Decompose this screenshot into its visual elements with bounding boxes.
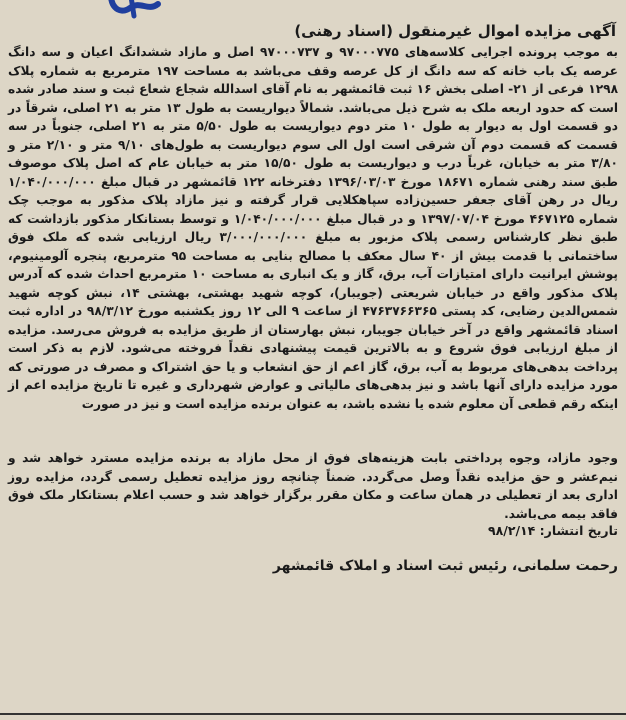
- bottom-rule: [0, 713, 626, 715]
- notice-title: آگهی مزایده اموال غیرمنقول (اسناد رهنی): [294, 22, 616, 40]
- signature-line: رحمت سلمانی، رئیس ثبت اسناد و املاک قائمشهر: [272, 558, 618, 574]
- notice-second-paragraph: وجود مازاد، وجوه پرداختی بابت هزینه‌های فوق از محل مازاد به برنده مزایده مسترد خواهد شد و نیم‌عشر و حق مزایده نقداً وصل می‌گردد. ضمناً چنانچه روز مزایده تعطیل رسمی گردد، مزایده روز اداری بعد از تعطیلی در همان ساعت و مکان مقرر برگزار خواهد شد و حسب اعلام بستانکار ملک فوق فاقد بیمه می‌باشد.: [8, 451, 618, 521]
- publish-date: تاریخ انتشار: ۹۸/۲/۱۴: [488, 523, 618, 538]
- auction-notice: [8, 22, 618, 574]
- notice-main-paragraph: به موجب پرونده اجرایی کلاسه‌های ۹۷۰۰۰۷۷۵ و ۹۷۰۰۰۷۳۷ اصل و مازاد ششدانگ اعیان و سه دانگ عرصه یک باب خانه که سه دانگ از کل عرصه وقف می‌باشد به مساحت ۱۹۷ مترمربع به شماره پلاک ۱۲۹۸ فرعی از ۲۱- اصلی بخش ۱۶ ثبت قائمشهر به نام آقای اسدالله شجاع شعاع ثبت و سند صادر شده است که حدود اربعه ملک به شرح ذیل می‌باشد. شمالاً دیواریست به طول ۱۳ متر به ۲۱ اصلی، شرقاً در دو قسمت اول به دیوار به طول ۱۰ متر دوم دیواریست به طول ۵/۵۰ متر به ۲۱ اصلی، جنوباً در سه قسمت که قسمت دوم آن شرقی است اول الی سوم دیواریست به طول‌های ۹/۱۰ متر و ۲/۱۰ متر و ۳/۸۰ متر به خیابان، غرباً درب و دیواریست به طول ۱۵/۵۰ متر به خیابان عام که اصل پلاک موصوف طبق سند رهنی شماره ۱۸۶۷۱ مورخ ۱۳۹۶/۰۳/۰۳ دفترخانه ۱۲۲ قائمشهر در قبال مبلغ ۱/۰۴۰/۰۰۰/۰۰۰ ریال در رهن آقای جعفر حسین‌زاده سپاهکلایی قرار گرفته و نیز مازاد پلاک مذکور به موجب چک شماره ۴۶۷۱۲۵ مورخ ۱۳۹۷/۰۷/۰۴ و در قبال مبلغ ۱/۰۴۰/۰۰۰/۰۰۰ و توسط بستانکار مذکور بازداشت که طبق نظر کارشناس رسمی پلاک مزبور به مبلغ ۳/۰۰۰/۰۰۰/۰۰۰ ریال ارزیابی شده که ملک فوق ساختمانی با قدمت بیش از ۴۰ سال معکف با مصالح بنایی به مساحت ۹۵ مترمربع، پنجره آلومینیوم، پوشش ایرانیت دارای امتیازات آب، برق، گاز و یک انباری به مساحت ۱۰ مترمربع احداث شده که آدرس پلاک مذکور واقع در خیابان شریعتی (جویبار)، کوچه شهید بهشتی، بهشتی ۱۴، نبش کوچه شهید شمس‌الدین رضایی، کد پستی ۴۷۶۳۷۶۶۳۶۵ از ساعت ۹ الی ۱۲ روز یکشنبه مورخ ۹۸/۳/۱۲ در اداره ثبت اسناد قائمشهر واقع در آخر خیابان جویبار، نبش بهارستان از طریق مزایده به فروش می‌رسد. مزایده از مبلغ ارزیابی فوق شروع و به بالاترین قیمت پیشنهادی نقداً فروخته می‌شود. لازم به ذکر است پرداخت بدهی‌های مربوط به آب، برق، گاز اعم از حق انشعاب و یا حق اشتراک و مصرف در صورتی که مورد مزایده دارای آنها باشد و نیز بدهی‌های مالیاتی و عوارض شهرداری و غیره تا تاریخ مزایده اعم از اینکه رقم قطعی آن معلوم شده یا نشده باشد، به عنوان برنده مزایده است و نیز در صورت: [8, 45, 619, 411]
- blank-gap: [8, 413, 618, 449]
